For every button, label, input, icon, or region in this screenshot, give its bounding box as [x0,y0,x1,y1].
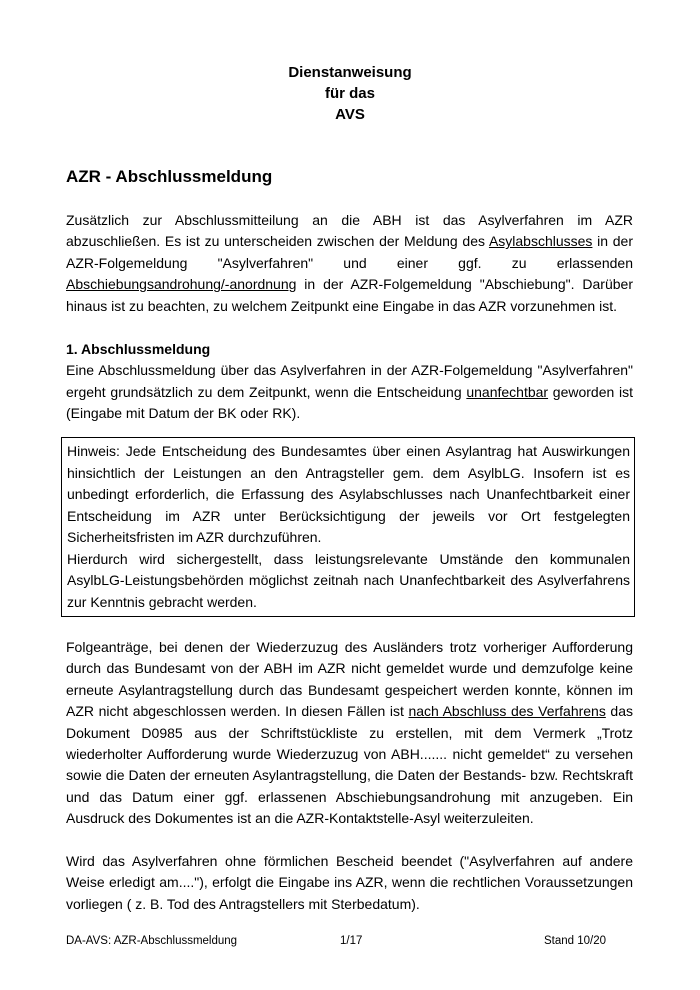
folgeantraege-text-2: das Dokument D0985 aus der Schriftstückliste zu erstellen, mit dem Vermerk „Trotz wiederholter Aufforderung wurde Wiederzuzug von ABH....... nicht gemeldet“ zu versehen sowie die Daten der erneuten Asylantragstellung, die Daten der Bestands- bzw. Rechtskraft und das Datum einer ggf. erlassenen Abschiebungsandrohung mit anzugeben. Ein Ausdruck des Dokumentes ist an die AZR-Kontaktstelle-Asyl weiterzuleiten. [66,703,633,827]
header-subtitle: für das [324,85,375,102]
intro-underlined-abschiebungsandrohung: Abschiebungsandrohung/-anordnung [66,276,297,293]
intro-underlined-asylabschluss: Asylabschlusses [488,233,593,250]
header-system: AVS [335,106,365,123]
header-title: Dienstanweisung [288,64,412,81]
hint-paragraph-1: Hinweis: Jede Entscheidung des Bundesamtes über einen Asylantrag hat Auswirkungen hinsichtlich der Leistungen an den Antragsteller gem. dem AsylbLG. Insofern ist es unbedingt erforderlich, die Erfassung des Asylabschlusses nach Unanfechtbarkeit einer Entscheidung im AZR unter Berücksichtigung der jeweils vor Ort festgelegten Sicherheitsfristen im AZR durchzuführen. [67,443,630,545]
hint-paragraph-2: Hierdurch wird sichergestellt, dass leistungsrelevante Umstände den kommunalen AsylbLG-Leistungsbehörden möglichst zeitnah nach Unanfechtbarkeit des Asylverfahrens zur Kenntnis gebracht werden. [67,550,630,610]
intro-text-1: Zusätzlich zur Abschlussmitteilung an die ABH ist das Asylverfahren im AZR abzuschließen. Es ist zu unterscheiden zwischen der Meldung des [66,212,633,250]
section1-text-1: Eine Abschlussmeldung über das Asylverfahren in der AZR-Folgemeldung "Asylverfahren" ergeht grundsätzlich zu dem Zeitpunkt, wenn die Entscheidung [66,362,633,400]
intro-paragraph [66,210,633,317]
footer-page-number: 1/17 [340,935,363,947]
document-header [0,62,700,125]
section1-text-2: geworden ist (Eingabe mit Datum der BK oder RK). [66,383,633,422]
intro-text-2: in der AZR-Folgemeldung "Asylverfahren" und einer ggf. zu erlassenden [66,233,633,271]
section1-paragraph [66,339,633,425]
folgeantraege-text-1: Folgeanträge, bei denen der Wiederzuzug des Ausländers trotz vorheriger Aufforderung durch das Bundesamt von der ABH im AZR nicht gemeldet wurde und demzufolge keine erneute Asylantragstellung durch das Bundesamt gespeichert werden konnte, können im AZR nicht abgeschlossen werden. In diesen Fällen ist [66,639,633,720]
hint-box [61,437,635,617]
section-title: AZR - Abschlussmeldung [66,167,273,186]
folgeantraege-paragraph [66,637,633,830]
intro-text-3: in der AZR-Folgemeldung "Abschiebung". Darüber hinaus ist zu beachten, zu welchem Zeitpunkt eine Eingabe in das AZR vorzunehmen ist. [66,276,633,314]
section1-heading: 1. Abschlussmeldung [66,341,211,357]
footer-version: Stand 10/20 [543,935,606,947]
footer-document-title: DA-AVS: AZR-Abschlussmeldung [66,935,238,947]
ohne-bescheid-paragraph: Wird das Asylverfahren ohne förmlichen Bescheid beendet ("Asylverfahren auf andere Weise erledigt am...."), erfolgt die Eingabe ins AZR, wenn die rechtlichen Voraussetzungen vorliegen ( z. B. Tod des Antragstellers mit Sterbedatum). [66,853,633,912]
section1-underlined-unanfechtbar: unanfechtbar [466,383,549,400]
folgeantraege-underlined-nach-abschluss: nach Abschluss des Verfahrens [408,703,606,720]
